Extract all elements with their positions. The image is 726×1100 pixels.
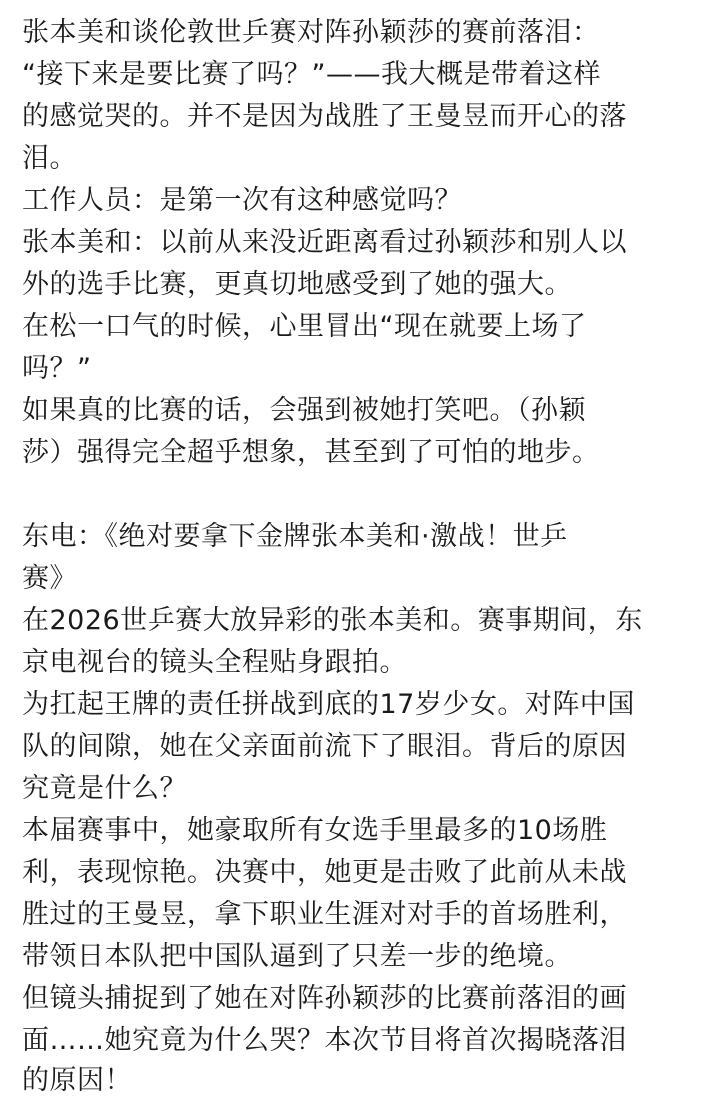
text-line: 吗？”	[22, 353, 92, 384]
text-line: 究竟是什么？	[22, 773, 187, 804]
text-line: 队的间隙，她在父亲面前流下了眼泪。背后的原因	[22, 731, 627, 762]
text-line: “接下来是要比赛了吗？”——我大概是带着这样	[22, 59, 601, 90]
text-line: 泪。	[22, 143, 77, 174]
text-line: 的感觉哭的。并不是因为战胜了王曼昱而开心的落	[22, 101, 627, 132]
text-line: 但镜头捕捉到了她在对阵孙颖莎的比赛前落泪的画	[22, 983, 627, 1014]
text-line: 工作人员：是第一次有这种感觉吗？	[22, 185, 462, 216]
text-line: 的原因！	[22, 1065, 132, 1096]
text-line: 张本美和谈伦敦世乒赛对阵孙颖莎的赛前落泪：	[22, 17, 600, 48]
text-line: 京电视台的镜头全程贴身跟拍。	[22, 647, 407, 678]
text-line: 胜过的王曼昱，拿下职业生涯对对手的首场胜利，	[22, 899, 627, 930]
text-line: 张本美和：以前从来没近距离看过孙颖莎和别人以	[22, 227, 627, 258]
text-line: 本届赛事中，她豪取所有女选手里最多的10场胜	[22, 815, 608, 846]
text-line: 带领日本队把中国队逼到了只差一步的绝境。	[22, 941, 572, 972]
text-line: 赛》	[22, 563, 77, 594]
text-line: 为扛起王牌的责任拼战到底的17岁少女。对阵中国	[22, 689, 635, 720]
text-line: 如果真的比赛的话，会强到被她打笑吧。（孙颖	[22, 395, 586, 426]
text-line: 在松一口气的时候，心里冒出“现在就要上场了	[22, 311, 587, 342]
text-line: 东电：《绝对要拿下金牌张本美和·激战！世乒	[22, 521, 568, 552]
text-line: 在2026世乒赛大放异彩的张本美和。赛事期间，东	[22, 605, 643, 636]
text-line: 利，表现惊艳。决赛中，她更是击败了此前从未战	[22, 857, 627, 888]
text-line: 面……她究竟为什么哭？本次节目将首次揭晓落泪	[22, 1025, 627, 1056]
text-line: 莎）强得完全超乎想象，甚至到了可怕的地步。	[22, 437, 600, 468]
text-line: 外的选手比赛，更真切地感受到了她的强大。	[22, 269, 572, 300]
